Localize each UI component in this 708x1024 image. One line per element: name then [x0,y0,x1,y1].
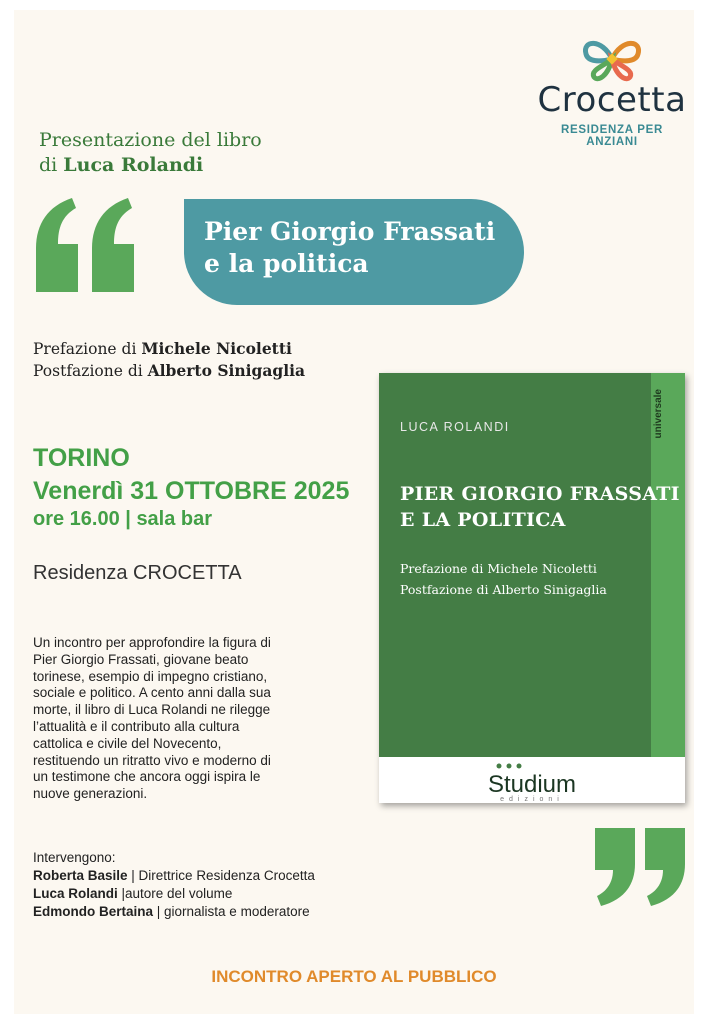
book-title [204,216,495,280]
preface-name: Michele Nicoletti [141,339,292,358]
description-line: un testimone che ancora oggi ispira le [33,769,261,785]
intro-line-1: Presentazione del libro [39,129,262,151]
book-title-line-2: E LA POLITICA [400,509,566,531]
intro-prefix: di [39,154,64,176]
close-quote-icon [591,824,691,908]
book-preface-info [400,558,607,600]
description-line: Pier Giorgio Frassati, giovane beato [33,651,249,667]
description-line: cattolica e civile del Novecento, [33,735,222,751]
book-cover [379,373,685,803]
speaker-role: | giornalista e moderatore [153,904,310,919]
speaker-row [33,903,315,921]
event-venue: Residenza CROCETTA [33,562,242,584]
book-preface: Prefazione di Michele Nicoletti [400,561,597,576]
event-poster [14,10,694,1014]
logo-name: Crocetta [537,80,687,120]
description-line: sociale e politico. A cento anni dalla sua [33,685,271,701]
speaker-row [33,885,315,903]
event-city: TORINO [33,444,130,472]
speaker-row [33,867,315,885]
book-postface: Postfazione di Alberto Sinigaglia [400,582,607,597]
butterfly-icon [580,36,644,82]
publisher-dots-icon [495,762,525,770]
speaker-role: |autore del volume [117,886,233,901]
intro-text [39,128,262,178]
book-author: LUCA ROLANDI [400,420,510,434]
description-line: morte, il libro di Luca Rolandi ne rilegge [33,702,271,718]
postface-name: Alberto Sinigaglia [147,361,306,380]
speaker-role: | Direttrice Residenza Crocetta [127,868,315,883]
speaker-name: Luca Rolandi [33,886,118,901]
preface-line [33,338,305,360]
postface-label: Postfazione di [33,362,148,380]
open-quote-icon [32,196,142,296]
event-description [33,635,353,803]
description-line: Un incontro per approfondire la figura di [33,635,271,650]
footer-note: INCONTRO APERTO AL PUBBLICO [211,967,497,986]
title-line-2: e la politica [204,249,369,278]
intro-author: Luca Rolandi [63,154,204,176]
crocetta-logo [534,36,690,148]
event-date: Venerdì 31 OTTOBRE 2025 [33,477,350,505]
book-series: universale [653,389,664,439]
intro-line-2 [39,153,262,178]
title-line-1: Pier Giorgio Frassati [204,217,496,246]
speaker-name: Edmondo Bertaina [33,904,154,919]
speaker-name: Roberta Basile [33,868,128,883]
title-banner [184,199,524,305]
preface-info [33,338,305,382]
event-time: ore 16.00 | sala bar [33,508,213,530]
description-line: restituendo un ritratto vivo e moderno di [33,752,271,768]
book-publisher: Studium [487,771,577,798]
description-line: torinese, esempio di impegno cristiano, [33,668,268,684]
speakers-heading: Intervengono: [33,850,116,865]
description-line: nuove generazioni. [33,786,148,802]
logo-subtitle: RESIDENZA PER ANZIANI [561,124,663,148]
book-cover-title [400,481,680,533]
book-title-line-1: PIER GIORGIO FRASSATI [400,483,680,505]
postface-line [33,360,305,382]
preface-label: Prefazione di [33,340,142,358]
speakers-list [33,867,315,921]
description-line: l’attualità e il contributo alla cultura [33,718,240,734]
book-publisher-sub: edizioni [500,796,564,803]
